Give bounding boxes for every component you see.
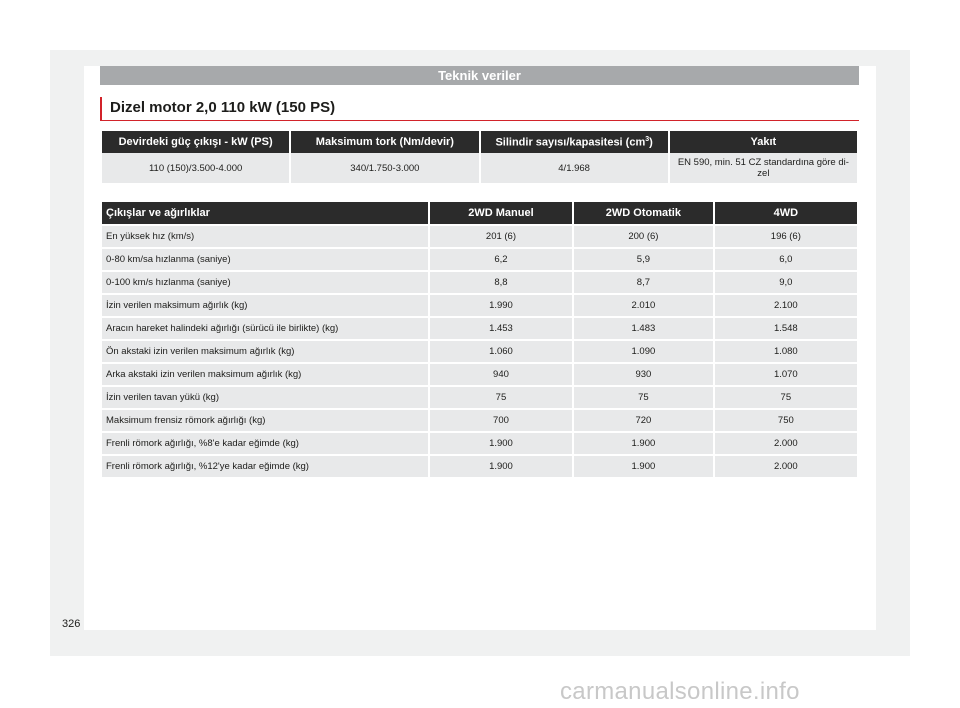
row-value: 9,0 [715,270,857,293]
row-label: Aracın hareket halindeki ağırlığı (sürücü ile birlikte) (kg) [102,316,428,339]
table-row [102,293,857,316]
row-value: 1.090 [574,339,713,362]
row-value: 1.548 [715,316,857,339]
watermark: carmanualsonline.info [560,678,800,705]
engine-header-power: Devirdeki güç çıkışı - kW (PS) [102,131,289,153]
row-value: 2.100 [715,293,857,316]
performance-table-header-row [102,202,857,224]
performance-table [100,202,859,477]
section-title-text: Dizel motor 2,0 110 kW (150 PS) [110,99,336,116]
row-value: 930 [574,362,713,385]
performance-header-4wd: 4WD [715,202,857,224]
row-label: Maksimum frensiz römork ağırlığı (kg) [102,408,428,431]
row-value: 201 (6) [430,224,572,247]
table-row [102,153,857,183]
row-value: 2.000 [715,431,857,454]
row-label: En yüksek hız (km/s) [102,224,428,247]
row-value: 8,7 [574,270,713,293]
row-value: 6,2 [430,247,572,270]
row-label: 0-80 km/sa hızlanma (saniye) [102,247,428,270]
row-value: 1.900 [430,431,572,454]
row-value: 1.453 [430,316,572,339]
table-row [102,362,857,385]
engine-table [100,131,859,183]
row-value: 75 [574,385,713,408]
row-value: 2.010 [574,293,713,316]
row-label: İzin verilen maksimum ağırlık (kg) [102,293,428,316]
row-value: 2.000 [715,454,857,477]
row-label: Frenli römork ağırlığı, %12'ye kadar eğimde (kg) [102,454,428,477]
row-label: Arka akstaki izin verilen maksimum ağırlık (kg) [102,362,428,385]
engine-cell-fuel: EN 590, min. 51 CZ standardına göre di-zel [670,153,857,183]
table-row [102,408,857,431]
engine-header-cylinders-sup: 3 [645,135,650,143]
row-value: 1.080 [715,339,857,362]
engine-cell-cylinders: 4/1.968 [481,153,668,183]
engine-header-cylinders-text: Silindir sayısı/kapasitesi (cm [495,136,646,149]
performance-header-label: Çıkışlar ve ağırlıklar [102,202,428,224]
row-value: 1.900 [574,454,713,477]
table-row [102,270,857,293]
performance-header-2wd-automatic: 2WD Otomatik [574,202,713,224]
row-label: Ön akstaki izin verilen maksimum ağırlık (kg) [102,339,428,362]
row-value: 1.483 [574,316,713,339]
row-value: 196 (6) [715,224,857,247]
row-value: 75 [430,385,572,408]
engine-table-header-row [102,131,857,153]
row-value: 1.990 [430,293,572,316]
row-value: 700 [430,408,572,431]
row-value: 1.900 [430,454,572,477]
section-title [100,97,859,121]
row-value: 75 [715,385,857,408]
table-row [102,316,857,339]
performance-table-body [102,224,857,477]
table-row [102,454,857,477]
engine-header-cylinders [481,131,668,153]
row-label: Frenli römork ağırlığı, %8'e kadar eğimde (kg) [102,431,428,454]
row-value: 5,9 [574,247,713,270]
row-value: 6,0 [715,247,857,270]
row-value: 8,8 [430,270,572,293]
row-value: 1.070 [715,362,857,385]
row-label: 0-100 km/s hızlanma (saniye) [102,270,428,293]
performance-header-2wd-manual: 2WD Manuel [430,202,572,224]
table-row [102,224,857,247]
row-value: 1.060 [430,339,572,362]
engine-header-fuel: Yakıt [670,131,857,153]
engine-header-cylinders-close: ) [649,136,653,149]
row-value: 750 [715,408,857,431]
engine-header-torque: Maksimum tork (Nm/devir) [291,131,478,153]
table-row [102,431,857,454]
row-value: 200 (6) [574,224,713,247]
row-value: 1.900 [574,431,713,454]
page-number: 326 [62,618,81,630]
table-row [102,247,857,270]
table-row [102,339,857,362]
engine-cell-power: 110 (150)/3.500-4.000 [102,153,289,183]
row-value: 940 [430,362,572,385]
row-label: İzin verilen tavan yükü (kg) [102,385,428,408]
row-value: 720 [574,408,713,431]
table-row [102,385,857,408]
chapter-header: Teknik veriler [100,66,859,85]
engine-cell-torque: 340/1.750-3.000 [291,153,478,183]
